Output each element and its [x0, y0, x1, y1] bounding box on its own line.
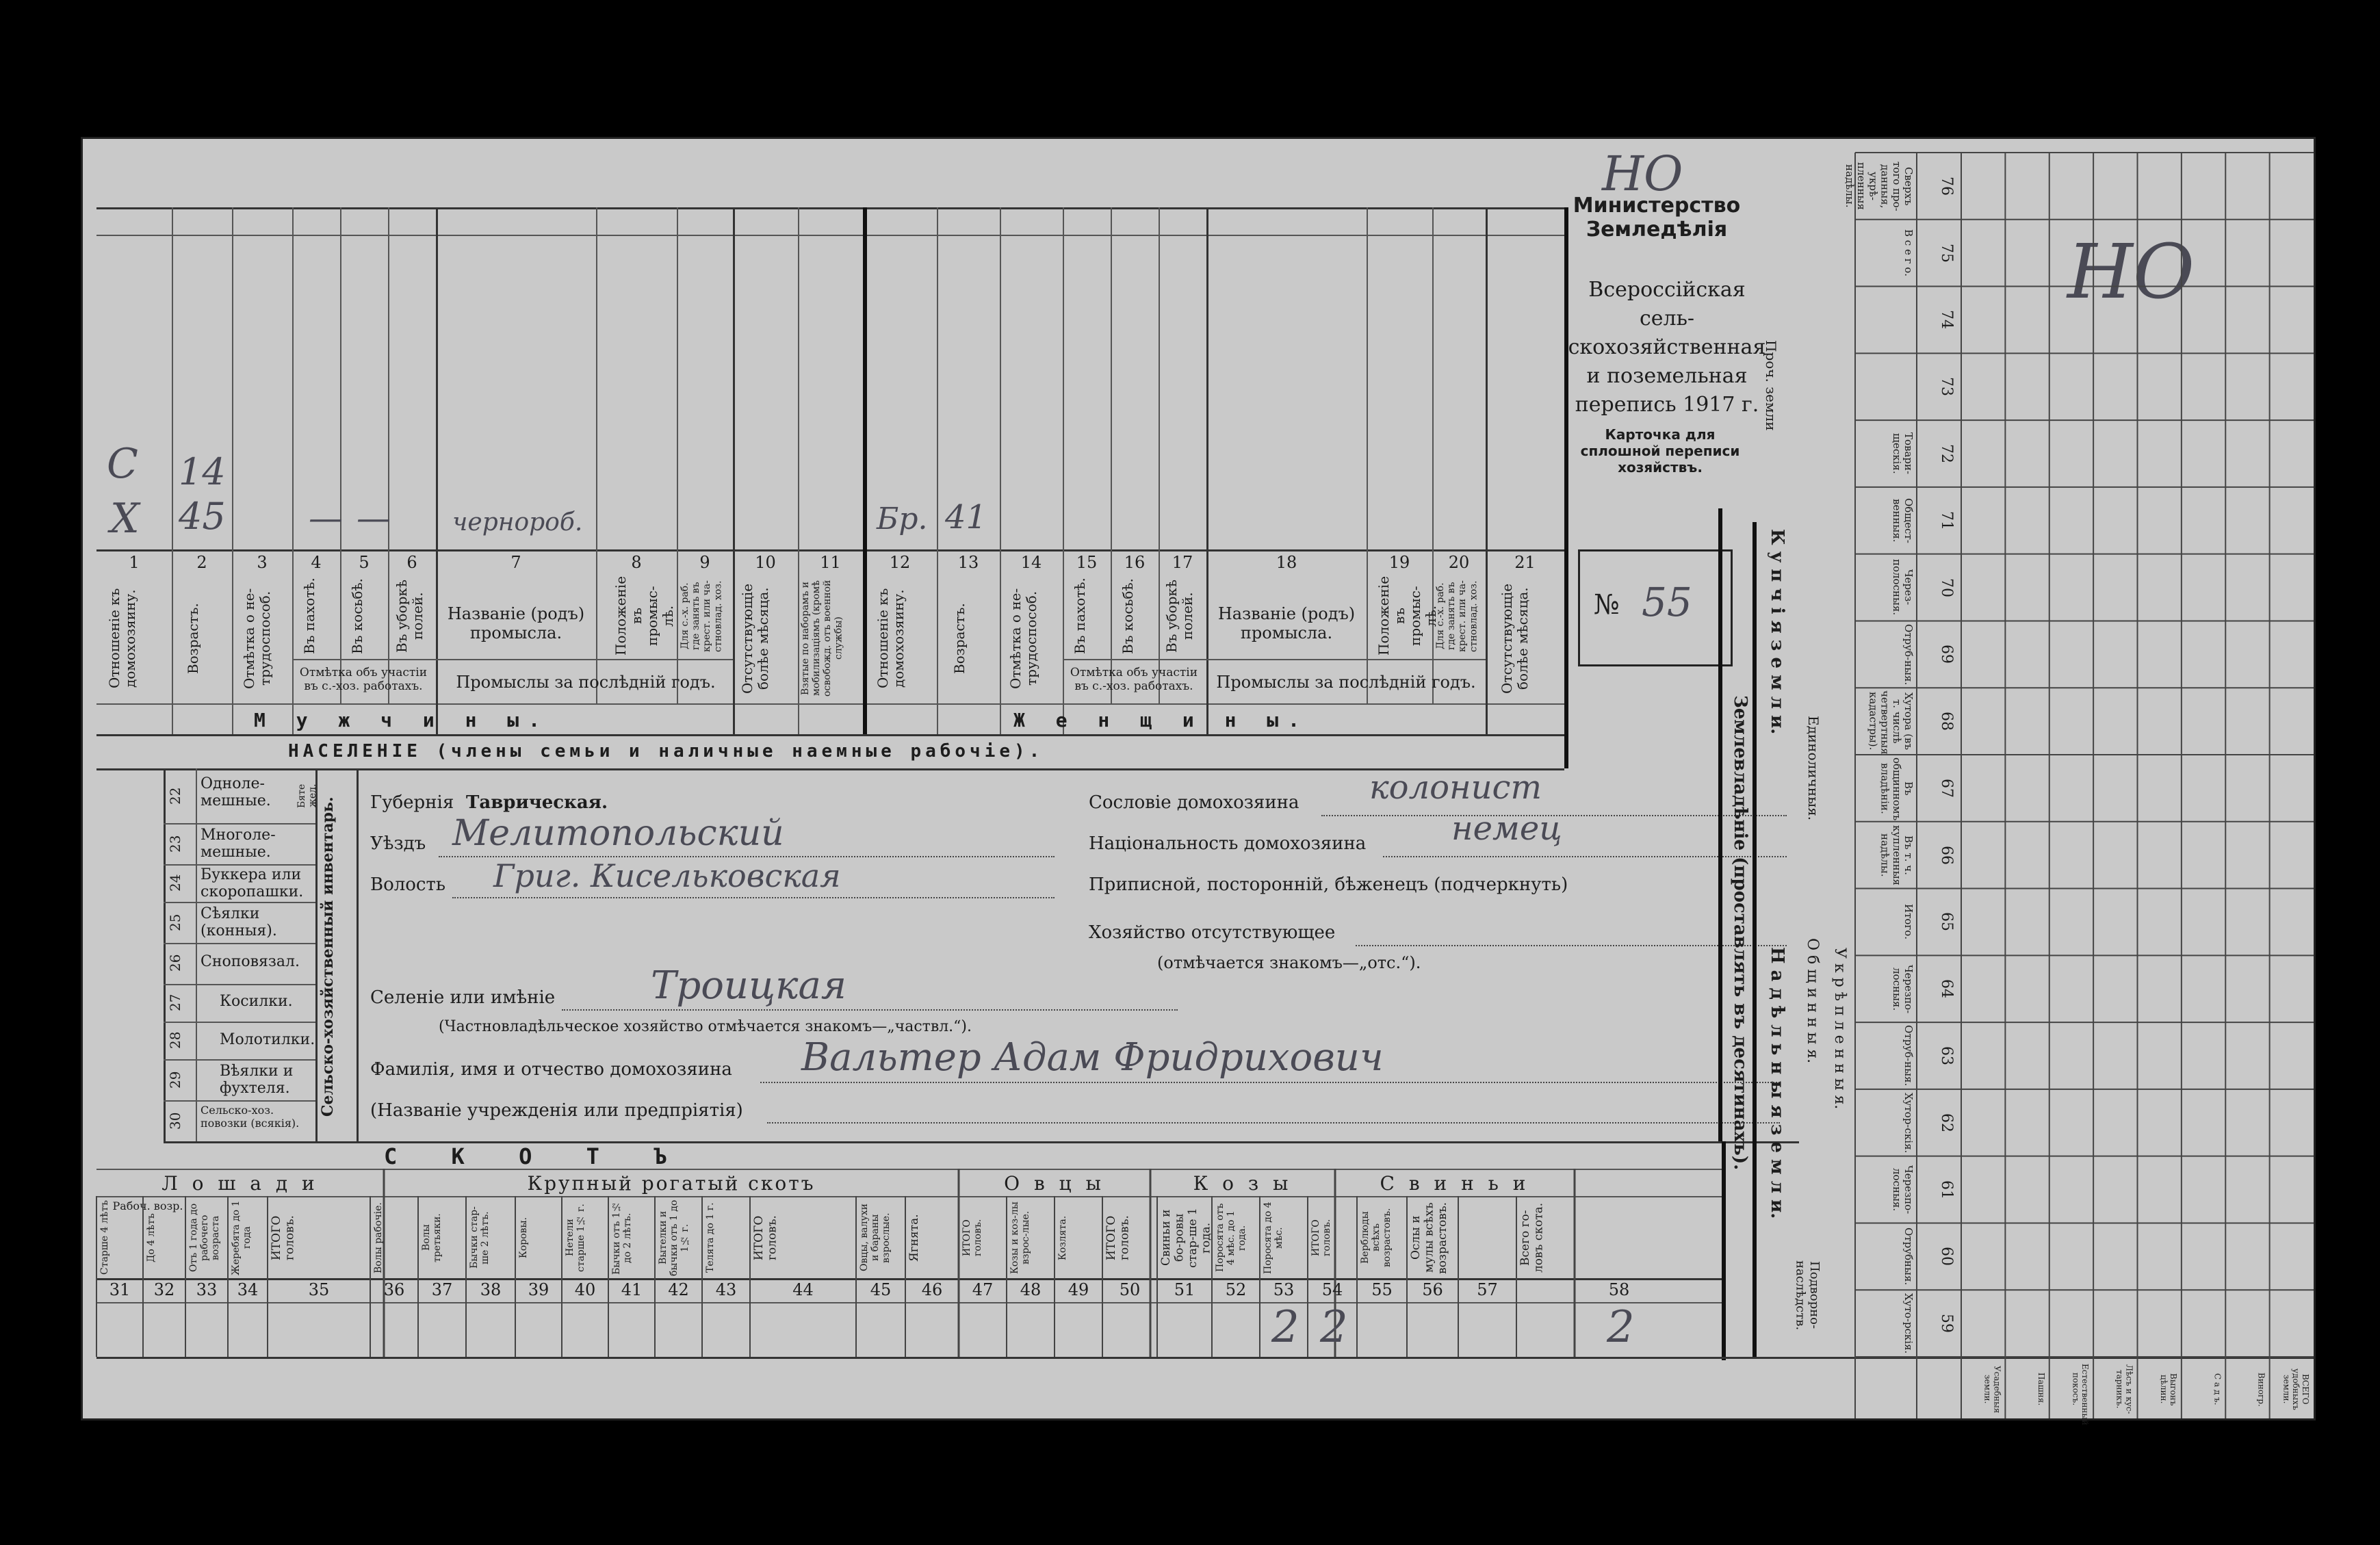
- land-row-label: Выгонъ цѣлин.: [2159, 1373, 2178, 1406]
- livestock-col-header: Волы третьяки.: [421, 1213, 443, 1262]
- land-col-num: 74: [1938, 310, 1955, 330]
- inv-num: 29: [167, 1071, 183, 1089]
- census-title: Всероссійская сель-скохозяйственная и поземельная перепись 1917 г.: [1568, 278, 1766, 417]
- col-header: Названіе (родъ) промысла.: [447, 604, 585, 642]
- land-col-header: Въ общинномъ владѣніи.: [1878, 757, 1915, 821]
- land-nadel: Н а д ѣ л ь н ы я з е м л и.: [1767, 947, 1787, 1219]
- hand-age-1: 14: [179, 450, 226, 493]
- hand-women-rel: Бр.: [877, 502, 928, 536]
- inv-num: 24: [167, 874, 183, 892]
- land-col-num: 64: [1938, 979, 1955, 999]
- livestock-col-header: ИТОГО головъ.: [270, 1215, 297, 1260]
- livestock-col-header: Бычки стар-ше 2 лѣтъ.: [469, 1206, 491, 1269]
- livestock-col-header: Вытелки и бычки отъ 1 до 1½ г.: [658, 1199, 691, 1276]
- livestock-col-header: Козы и коз-лы взрос-лые.: [1009, 1202, 1032, 1274]
- land-col-num: 69: [1938, 645, 1955, 664]
- group-trades-men: Промыслы за послѣдній годъ.: [456, 673, 716, 692]
- livestock-col-num: 36: [383, 1280, 405, 1299]
- livestock-col-num: 42: [668, 1280, 689, 1299]
- inv-label: Молотилки.: [220, 1031, 315, 1048]
- livestock-col-num: 41: [621, 1280, 643, 1299]
- land-col-header: Черезпо-лосныя.: [1890, 964, 1915, 1013]
- livestock-col-header: Коровы.: [518, 1217, 529, 1259]
- livestock-col-num: 34: [237, 1280, 259, 1299]
- livestock-col-num: 48: [1020, 1280, 1042, 1299]
- hand-trade: чернороб.: [452, 508, 583, 536]
- livestock-col-num: 35: [308, 1280, 330, 1299]
- land-col-num: 72: [1938, 443, 1955, 463]
- col-header: Положеніе въ промыс-лѣ.: [612, 575, 676, 655]
- work-age-label: Рабоч. возр.: [112, 1199, 183, 1212]
- livestock-col-header: ИТОГО головъ.: [752, 1215, 779, 1260]
- land-col-num: 76: [1938, 176, 1955, 196]
- livestock-col-num: 57: [1477, 1280, 1498, 1299]
- col-header: Въ уборкѣ полей.: [393, 580, 426, 653]
- land-col-num: 60: [1938, 1247, 1955, 1267]
- col-num: 20: [1448, 553, 1470, 572]
- col-num: 4: [311, 553, 322, 572]
- land-kuplya: К у п ч і я з е м л и.: [1767, 528, 1787, 735]
- land-row-label: Естественный покосъ.: [2071, 1364, 2091, 1425]
- uezd-value: Мелитопольский: [452, 813, 784, 854]
- col-num: 8: [631, 553, 642, 572]
- group-trades-women: Промыслы за послѣдній годъ.: [1216, 673, 1476, 692]
- nationality-label: Національность домохозяина: [1089, 833, 1367, 854]
- land-col-header: Отрубныя.: [1902, 1228, 1915, 1286]
- hand-rel-1: С: [107, 440, 138, 488]
- land-edinolichnye: Единоличныя.: [1805, 716, 1822, 821]
- col-num: 18: [1276, 553, 1297, 572]
- col-num: 5: [359, 553, 370, 572]
- group-horses: Л о ш а д и: [161, 1172, 319, 1195]
- col-num: 9: [699, 553, 710, 572]
- land-row-label: С а д ъ.: [2212, 1373, 2223, 1405]
- col-num: 10: [755, 553, 776, 572]
- livestock-col-header: Поросята до 4 мѣс.: [1263, 1202, 1285, 1274]
- hand-dash-1: —: [309, 498, 343, 538]
- soslovie-value: колонист: [1369, 768, 1542, 807]
- land-col-header: Общест-венныя.: [1890, 497, 1915, 543]
- inv-label: Сѣялки (конныя).: [201, 905, 277, 939]
- land-row-label: Лѣсъ и кус-тарникъ.: [2114, 1364, 2134, 1414]
- livestock-col-num: 50: [1119, 1280, 1141, 1299]
- livestock-col-header: Козлята.: [1057, 1215, 1068, 1260]
- inv-num: 25: [167, 913, 183, 931]
- livestock-value: 2: [1271, 1302, 1299, 1353]
- livestock-col-header: Старше 4 лѣтъ: [99, 1200, 110, 1275]
- col-num: 15: [1076, 553, 1098, 572]
- selenie-value: Троицкая: [651, 963, 846, 1008]
- land-col-num: 61: [1938, 1180, 1955, 1199]
- livestock-col-num: 43: [715, 1280, 737, 1299]
- card-label: Карточка для сплошной переписи хозяйствъ.: [1580, 426, 1740, 476]
- men-label: М у ж ч и н ы.: [254, 709, 550, 731]
- land-row-label: ВСЕГО удобныхъ земли.: [2281, 1368, 2310, 1410]
- col-num: 21: [1514, 553, 1536, 572]
- inv-num: 23: [167, 835, 183, 853]
- number-value: 55: [1642, 579, 1692, 625]
- land-col-header: [1859, 356, 1914, 417]
- col-header: Положеніе въ промыс-лѣ.: [1375, 575, 1439, 655]
- ministry-title: Министерство Земледѣлія: [1573, 194, 1741, 242]
- inv-num: 26: [167, 954, 183, 972]
- col-num: 19: [1388, 553, 1410, 572]
- livestock-col-header: ИТОГО головъ.: [1310, 1219, 1333, 1257]
- women-label: Ж е н щ и н ы.: [1013, 709, 1310, 731]
- livestock-col-header: Ягнята.: [907, 1214, 921, 1262]
- volost-label: Волость: [370, 874, 446, 895]
- land-col-num: 75: [1938, 243, 1955, 263]
- land-col-num: 70: [1938, 577, 1955, 597]
- livestock-value: 2: [1320, 1302, 1348, 1353]
- livestock-col-header: ИТОГО головъ.: [1104, 1215, 1132, 1260]
- col-num: 13: [957, 553, 979, 572]
- land-podvorno: Подворно-наслѣдств.: [1793, 1260, 1822, 1331]
- livestock-col-num: 39: [528, 1280, 549, 1299]
- col-num: 6: [406, 553, 417, 572]
- land-col-header: Сверхъ того про-данныя, укрѣ-пленныя надѣлы.: [1843, 161, 1915, 211]
- col-num: 1: [129, 553, 140, 572]
- col-num: 12: [889, 553, 911, 572]
- livestock-col-num: 37: [431, 1280, 453, 1299]
- livestock-col-header: Нетели старше 1½ г.: [565, 1204, 587, 1272]
- land-obshchinnye: О б щ и н н ы я.: [1804, 938, 1821, 1064]
- col-header: Отношеніе къ домохозяину.: [875, 588, 907, 689]
- livestock-col-header: Свиньи и бо-ровы стар-ше 1 года.: [1159, 1208, 1213, 1268]
- livestock-col-num: 47: [972, 1280, 994, 1299]
- col-num: 11: [820, 553, 841, 572]
- land-ukreplennye: У к р ѣ п л е н н ы я.: [1831, 947, 1848, 1110]
- hand-women-age: 41: [945, 498, 987, 536]
- land-col-num: 71: [1938, 510, 1955, 530]
- land-col-header: Черезпо-лосныя.: [1890, 1165, 1915, 1215]
- inv-note: Бяте жел.: [296, 783, 319, 808]
- livestock-col-header: Бычки отъ 1½ до 2 лѣтъ.: [611, 1201, 634, 1275]
- col-header: Отмѣтка о не-трудоспособ.: [1007, 588, 1039, 689]
- livestock-col-header: Всего го-ловъ скота.: [1518, 1202, 1546, 1273]
- col-header: Отмѣтка о не-трудоспособ.: [241, 588, 273, 689]
- land-row-label: Пашня.: [2036, 1373, 2046, 1406]
- selenie-note: (Частновладѣльческое хозяйство отмѣчается знакомъ—„частвл.“).: [439, 1018, 972, 1035]
- group-work-men: Отмѣтка объ участіи въ с.-хоз. работахъ.: [299, 666, 428, 693]
- land-col-header: [1859, 289, 1914, 351]
- col-header: Въ уборкѣ полей.: [1163, 580, 1195, 653]
- land-col-num: 68: [1938, 712, 1955, 731]
- livestock-value: 2: [1607, 1302, 1635, 1353]
- group-goats: К о з ы: [1193, 1172, 1293, 1195]
- livestock-col-header: Волы рабочіе.: [373, 1202, 384, 1273]
- col-header: Для с.-х. раб. где занять въ крест. или ча-стновлад. хоз.: [680, 580, 724, 652]
- inv-num: 30: [167, 1112, 183, 1130]
- land-title: Землевладѣніе (проставлять въ десятинахъ).: [1730, 694, 1750, 1171]
- land-col-header: Отруб-ныя.: [1902, 1025, 1915, 1087]
- livestock-col-num: 33: [196, 1280, 218, 1299]
- inventory-title: Сельско-хозяйственный инвентарь.: [319, 796, 337, 1117]
- group-pigs: С в и н ь и: [1380, 1172, 1530, 1195]
- livestock-col-num: 56: [1422, 1280, 1443, 1299]
- col-header: Возрастъ.: [185, 603, 201, 674]
- institution-label: (Названіе учрежденія или предпріятія): [370, 1100, 743, 1121]
- col-num: 16: [1124, 553, 1146, 572]
- land-row-label: Виногр.: [2256, 1372, 2266, 1407]
- inv-label: Многоле-мешные.: [201, 827, 276, 861]
- col-header: Отсутствующіе болѣе мѣсяца.: [739, 583, 771, 694]
- livestock-col-num: 32: [153, 1280, 175, 1299]
- code-right: НО: [2067, 228, 2195, 315]
- livestock-col-num: 55: [1371, 1280, 1393, 1299]
- population-title: НАСЕЛЕНІЕ (члены семьи и наличные наемные рабочіе).: [288, 741, 1044, 762]
- col-header: Въ косьбѣ.: [1120, 578, 1136, 654]
- livestock-col-num: 51: [1174, 1280, 1195, 1299]
- inv-num: 22: [167, 787, 183, 805]
- livestock-col-header: Телята до 1 г.: [705, 1202, 716, 1273]
- land-col-header: Отруб-ныя.: [1902, 623, 1915, 685]
- land-proch: Проч. земли: [1763, 339, 1779, 431]
- land-col-num: 73: [1938, 377, 1955, 397]
- livestock-col-header: До 4 лѣтъ: [146, 1213, 157, 1262]
- livestock-title: С К О Т Ъ: [384, 1143, 688, 1169]
- livestock-col-header: Жеребята до 1 года: [231, 1200, 253, 1275]
- livestock-col-num: 45: [870, 1280, 892, 1299]
- livestock-col-num: 52: [1225, 1280, 1247, 1299]
- col-header: Для с.-х. раб. где занять въ крест. или ча-стновлад. хоз.: [1435, 580, 1479, 652]
- col-num: 7: [510, 553, 521, 572]
- col-header: Взятые по наборамъ и мобилизаціямъ (кромѣ освобожд. отъ военной службы): [800, 580, 844, 697]
- land-col-header: Итого.: [1902, 904, 1915, 940]
- land-col-num: 59: [1938, 1314, 1955, 1334]
- family-label: Фамилія, имя и отчество домохозяина: [370, 1059, 732, 1080]
- number-label: №: [1594, 589, 1620, 621]
- nationality-value: немец: [1451, 809, 1562, 848]
- inv-num: 28: [167, 1031, 183, 1050]
- land-grid: [83, 139, 2314, 1425]
- inv-label: Сноповязал.: [201, 953, 300, 970]
- hand-dash-2: —: [357, 498, 391, 538]
- livestock-col-num: 53: [1273, 1280, 1295, 1299]
- land-row-label: Усадебныя земли.: [1982, 1365, 2002, 1414]
- col-header: Въ пахотѣ.: [1072, 577, 1088, 655]
- absent-note: (отмѣчается знакомъ—„отс.“).: [1157, 953, 1421, 972]
- land-col-header: Товари-щескія.: [1890, 432, 1915, 475]
- livestock-col-header: Овцы, валухи и бараны взрослые.: [859, 1204, 892, 1272]
- livestock-col-num: 54: [1321, 1280, 1343, 1299]
- uezd-label: Уѣздъ: [370, 833, 426, 854]
- group-cattle: Крупный рогатый скотъ: [527, 1172, 816, 1195]
- col-header: Въ косьбѣ.: [349, 578, 365, 654]
- col-header: Въ пахотѣ.: [301, 577, 318, 655]
- group-sheep: О в ц ы: [1004, 1172, 1105, 1195]
- hand-age-2: 45: [179, 495, 226, 538]
- inv-label: Сельско-хоз. повозки (всякія).: [201, 1104, 300, 1130]
- code-top: НО: [1602, 146, 1683, 202]
- land-col-num: 63: [1938, 1046, 1955, 1065]
- inv-label: Косилки.: [220, 993, 293, 1010]
- livestock-col-header: Отъ 1 года до рабочего возраста: [188, 1203, 222, 1273]
- livestock-col-num: 49: [1068, 1280, 1089, 1299]
- land-col-num: 65: [1938, 912, 1955, 932]
- census-card: [81, 137, 2316, 1425]
- land-col-num: 67: [1938, 778, 1955, 798]
- land-col-header: Хутора (въ т. числѣ четвертныя кадастры).: [1867, 690, 1915, 755]
- land-col-header: В с е г о.: [1902, 229, 1915, 277]
- land-col-num: 62: [1938, 1113, 1955, 1132]
- gubernia-value: Таврическая.: [466, 792, 608, 813]
- livestock-col-num: 46: [921, 1280, 943, 1299]
- livestock-col-header: Ослы и мулы всѣхъ возрастовъ.: [1409, 1202, 1450, 1274]
- volost-value: Григ. Кисельковская: [493, 857, 841, 894]
- inv-label: Вѣялки и фухтеля.: [220, 1063, 294, 1097]
- livestock-col-num: 38: [480, 1280, 502, 1299]
- col-header: Отношеніе къ домохозяину.: [106, 588, 138, 689]
- family-value: Вальтер Адам Фридрихович: [801, 1035, 1384, 1080]
- status-line: Приписной, посторонній, бѣженецъ (подчеркнуть): [1089, 874, 1568, 895]
- col-num: 17: [1172, 553, 1193, 572]
- land-col-header: Хуто-рскія.: [1902, 1293, 1915, 1354]
- absent-label: Хозяйство отсутствующее: [1089, 922, 1336, 943]
- land-col-header: Въ т. ч. купленныя надѣлы.: [1878, 825, 1915, 885]
- col-num: 2: [196, 553, 207, 572]
- hand-rel-2: Х: [110, 495, 140, 543]
- gubernia-label: Губернія: [370, 792, 454, 813]
- inv-label: Одноле-мешные.: [201, 775, 271, 809]
- col-num: 14: [1020, 553, 1042, 572]
- livestock-col-num: 44: [792, 1280, 814, 1299]
- inv-label: Буккера или скоропашки.: [201, 866, 304, 900]
- land-col-header: Через-полосныя.: [1890, 559, 1915, 616]
- land-col-num: 66: [1938, 845, 1955, 865]
- livestock-col-num: 40: [574, 1280, 596, 1299]
- livestock-col-num: 31: [109, 1280, 131, 1299]
- inv-num: 27: [167, 994, 183, 1012]
- col-header: Возрастъ.: [951, 603, 968, 674]
- livestock-col-header: Поросята отъ 4 мѣс. до 1 года.: [1215, 1203, 1248, 1273]
- livestock-col-header: Верблюды всѣхъ возрастовъ.: [1360, 1208, 1393, 1268]
- selenie-label: Селеніе или имѣніе: [370, 987, 556, 1008]
- livestock-col-num: 58: [1608, 1280, 1630, 1299]
- group-work-women: Отмѣтка объ участіи въ с.-хоз. работахъ.: [1070, 666, 1198, 693]
- land-col-header: Хутор-скія.: [1902, 1092, 1915, 1153]
- livestock-col-header: ИТОГО головъ.: [961, 1219, 984, 1257]
- col-num: 3: [257, 553, 268, 572]
- col-header: Названіе (родъ) промысла.: [1217, 604, 1356, 642]
- col-header: Отсутствующіе болѣе мѣсяца.: [1499, 583, 1531, 694]
- soslovie-label: Сословіе домохозяина: [1089, 792, 1299, 813]
